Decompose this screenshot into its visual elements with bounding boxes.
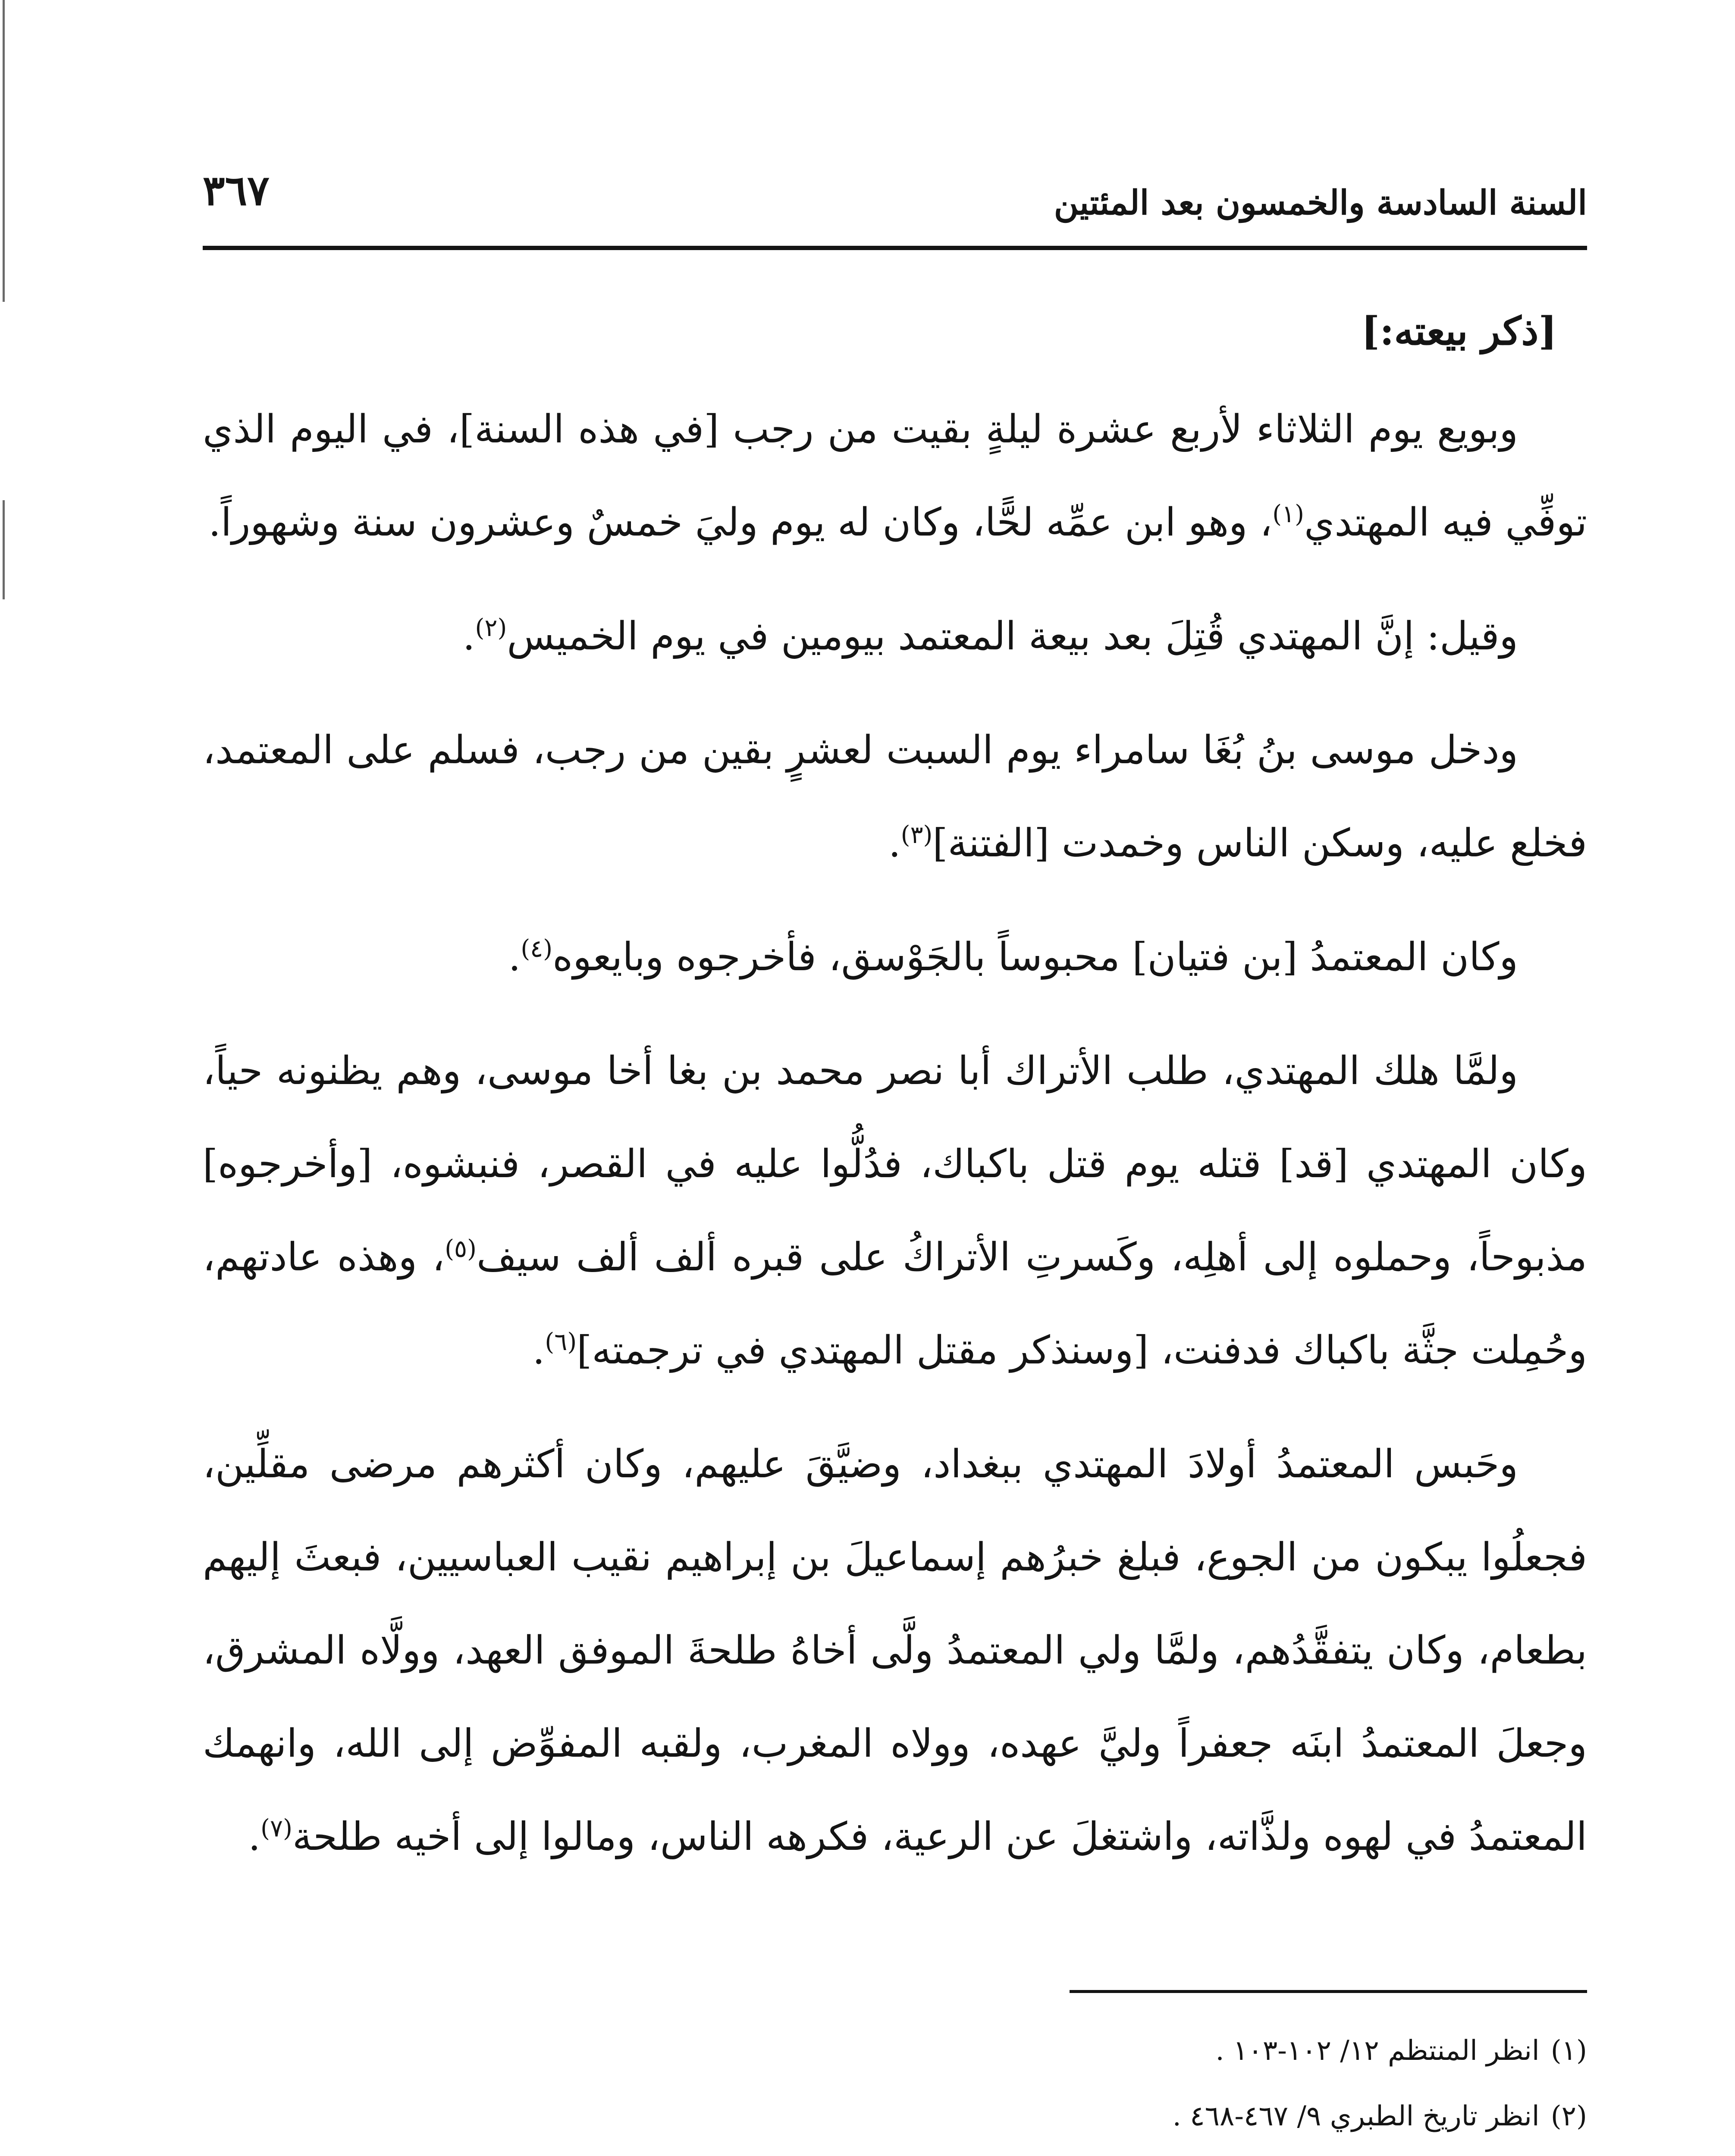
footnote-ref: (٤): [521, 935, 553, 963]
footnote: [203, 2018, 1587, 2084]
footnote-number: [1551, 2149, 1587, 2156]
section-heading: [ذكر بيعته:]: [1361, 308, 1557, 354]
paragraph: وكان المعتمدُ [بن فتيان] محبوساً بالجَوْسق، فأخرجوه وبايعوه$^{(٤)}$.: [508, 934, 1518, 980]
running-title: السنة السادسة والخمسون بعد المئتين: [1054, 183, 1587, 222]
footnote-separator: [1070, 1990, 1587, 1993]
page-header: [203, 142, 1587, 241]
scan-edge-mark: [3, 500, 5, 599]
header-rule: [203, 246, 1587, 250]
footnote-text: انظر المنتظم ١٢/ ١٠٢-١٠٣ .: [1215, 2035, 1540, 2067]
footnote-ref: (٢): [475, 614, 507, 642]
paragraph: وبويع يوم الثلاثاء لأربع عشرة ليلةٍ بقيت من رجب [في هذه السنة]، في اليوم الذي توفِّي فيه المهتدي$^{(١)}$، وهو ابن عمِّه لحًّا، وكان له يوم وليَ خمسٌ وعشرون سنة وشهوراً.: [203, 407, 1587, 545]
footnote: [203, 2084, 1587, 2149]
footnote-ref: (٦): [545, 1328, 577, 1356]
scan-edge-mark: [3, 0, 5, 302]
footnote-ref: (٥): [445, 1235, 477, 1263]
footnote-ref: (٧): [260, 1814, 292, 1843]
paragraph: ودخل موسى بنُ بُغَا سامراء يوم السبت لعشرٍ بقين من رجب، فسلم على المعتمد، فخلع عليه، وسكن الناس وخمدت [الفتنة]$^{(٣)}$.: [203, 727, 1587, 866]
paragraph: وحَبس المعتمدُ أولادَ المهتدي ببغداد، وضيَّقَ عليهم، وكان أكثرهم مرضى مقلِّين، فجعلُوا يبكون من الجوع، فبلغ خبرُهم إسماعيلَ بن إبراهيم نقيب العباسيين، فبعثَ إليهم بطعام، وكان يتفقَّدُهم، ولمَّا ولي المعتمدُ ولَّى أخاهُ طلحةَ الموفق العهد، وولَّاه المشرق، وجعلَ المعتمدُ ابنَه جعفراً وليَّ عهده، وولاه المغرب، ولقبه المفوِّض إلى الله، وانهمك المعتمدُ في لهوه ولذَّاته، واشتغلَ عن الرعية، فكرهه الناس، ومالوا إلى أخيه طلحة$^{(٧)}$.: [203, 1442, 1587, 1859]
footnote-number: (٢): [1550, 2100, 1587, 2132]
footnote-text: [1288, 2149, 1540, 2156]
paragraph: ولمَّا هلك المهتدي، طلب الأتراك أبا نصر محمد بن بغا أخا موسى، وهم يظنونه حياً، وكان المهتدي [قد] قتله يوم قتل باكباك، فدُلُّوا عليه في القصر، فنبشوه، [وأخرجوه] مذبوحاً، وحملوه إلى أهلِه، وكَسرتِ الأتراكُ على قبره ألف ألف سيف$^{(٥)}$، وهذه عادتهم، وحُمِلت جثَّة باكباك فدفنت، [وسنذكر مقتل المهتدي في ترجمته]$^{(٦)}$.: [203, 1048, 1587, 1373]
paragraph: وقيل: إنَّ المهتدي قُتِلَ بعد بيعة المعتمد بيومين في يوم الخميس$^{(٢)}$.: [462, 614, 1518, 659]
footnote-number: (١): [1550, 2035, 1587, 2067]
footnote: [203, 2149, 1587, 2156]
footnotes: [203, 2018, 1587, 2156]
page-number: ٣٦٧: [203, 166, 270, 215]
main-text: [203, 285, 1587, 1904]
footnote-ref: (٣): [900, 821, 933, 849]
footnote-text: انظر تاريخ الطبري ٩/ ٤٦٧-٤٦٨ .: [1172, 2100, 1540, 2132]
footnote-ref: (١): [1272, 500, 1304, 528]
